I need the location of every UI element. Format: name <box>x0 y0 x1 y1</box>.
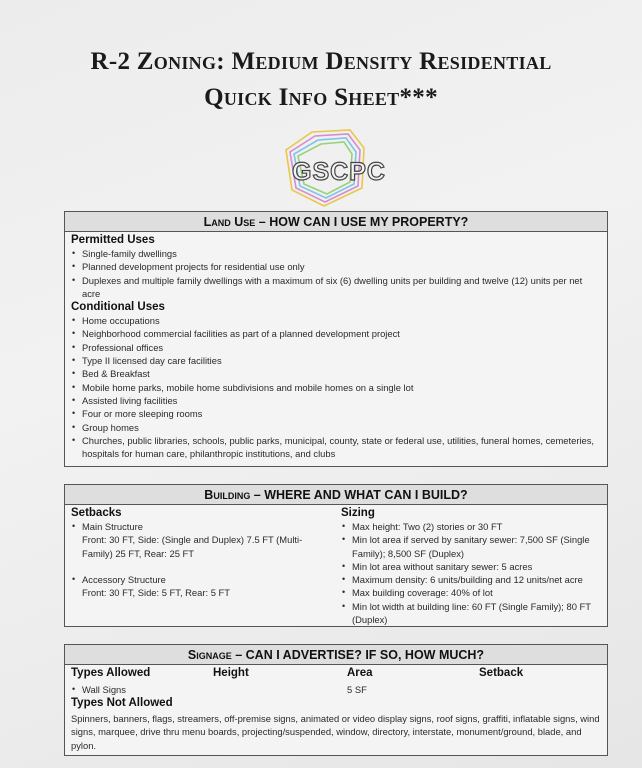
signage-heading-label: Signage <box>187 648 232 662</box>
list-item: • Max height: Two (2) stories or 30 FT <box>341 520 603 533</box>
accessory-structure-label: • Accessory Structure <box>71 573 319 586</box>
building-section <box>64 484 608 627</box>
wall-signs-area: 5 SF <box>347 684 367 695</box>
list-item: • Max building coverage: 40% of lot <box>341 586 603 599</box>
list-item: • Duplexes and multiple family dwellings with a maximum of six (6) dwelling units per building and twelve (12) units per net acre <box>71 274 599 301</box>
logo-text: GSCPC <box>292 158 386 186</box>
page-title-line2: Quick Info Sheet*** <box>204 84 438 111</box>
list-item: • Min lot width at building line: 60 FT (Single Family); 80 FT (Duplex) <box>341 600 603 627</box>
main-structure-text: Front: 30 FT, Side: (Single and Duplex) 7.5 FT (Multi-Family) 25 FT, Rear: 25 FT <box>82 534 303 559</box>
list-item: • Churches, public libraries, schools, public parks, municipal, county, state or federal use, utilities, funeral homes, cemeteries, hospitals for human care, philanthropic institutions, and clubs <box>71 434 599 461</box>
setbacks-title: Setbacks <box>71 507 122 519</box>
signage-section <box>64 644 608 756</box>
list-item: • Single-family dwellings <box>71 247 599 260</box>
list-item: • Planned development projects for residential use only <box>71 260 599 273</box>
sizing-title: Sizing <box>341 507 375 519</box>
list-item: • Neighborhood commercial facilities as part of a planned development project <box>71 327 599 340</box>
list-item: • Four or more sleeping rooms <box>71 407 599 420</box>
building-heading <box>65 485 607 505</box>
list-item: • Professional offices <box>71 341 599 354</box>
wall-signs-item: • Wall Signs <box>71 683 126 696</box>
building-heading-label: Building <box>204 488 251 502</box>
list-item: • Home occupations <box>71 314 599 327</box>
types-not-allowed-text: Spinners, banners, flags, streamers, off-premise signs, animated or video display signs, roof signs, graffiti, inflatable signs, wind signs, marquee, drive thru menu boards, projecting/suspended, window, directory, interstate, monument/ground, blade, and pylon. <box>71 713 600 751</box>
page-title-line1: R-2 Zoning: Medium Density Residential <box>90 48 552 75</box>
main-structure-label: • Main Structure <box>71 520 319 533</box>
types-allowed-header: Types Allowed <box>71 667 151 679</box>
conditional-uses-title: Conditional Uses <box>71 301 165 314</box>
land-use-heading-question: – HOW CAN I USE MY PROPERTY? <box>255 215 469 229</box>
list-item: • Assisted living facilities <box>71 394 599 407</box>
list-item: • Mobile home parks, mobile home subdivisions and mobile homes on a single lot <box>71 381 599 394</box>
land-use-section <box>64 211 608 467</box>
height-header: Height <box>213 667 249 679</box>
list-item: • Group homes <box>71 421 599 434</box>
building-heading-question: – WHERE AND WHAT CAN I BUILD? <box>250 488 468 502</box>
area-header: Area <box>347 667 373 679</box>
sizing-column <box>341 507 603 626</box>
permitted-uses-title: Permitted Uses <box>71 234 155 246</box>
land-use-heading-label: Land Use <box>203 215 256 229</box>
list-item: • Min lot area if served by sanitary sewer: 7,500 SF (Single Family); 8,500 SF (Duplex) <box>341 533 603 560</box>
types-not-allowed-title: Types Not Allowed <box>71 697 173 709</box>
signage-heading <box>65 645 607 665</box>
list-item: • Maximum density: 6 units/building and 12 units/net acre <box>341 573 603 586</box>
setbacks-column <box>71 507 319 599</box>
list-item: • Bed & Breakfast <box>71 367 599 380</box>
list-item: • Type II licensed day care facilities <box>71 354 599 367</box>
land-use-heading <box>65 212 607 232</box>
list-item: • Min lot area without sanitary sewer: 5 acres <box>341 560 603 573</box>
signage-heading-question: – CAN I ADVERTISE? IF SO, HOW MUCH? <box>231 648 485 662</box>
accessory-structure-text: Front: 30 FT, Side: 5 FT, Rear: 5 FT <box>82 587 230 599</box>
setback-header: Setback <box>479 667 524 679</box>
